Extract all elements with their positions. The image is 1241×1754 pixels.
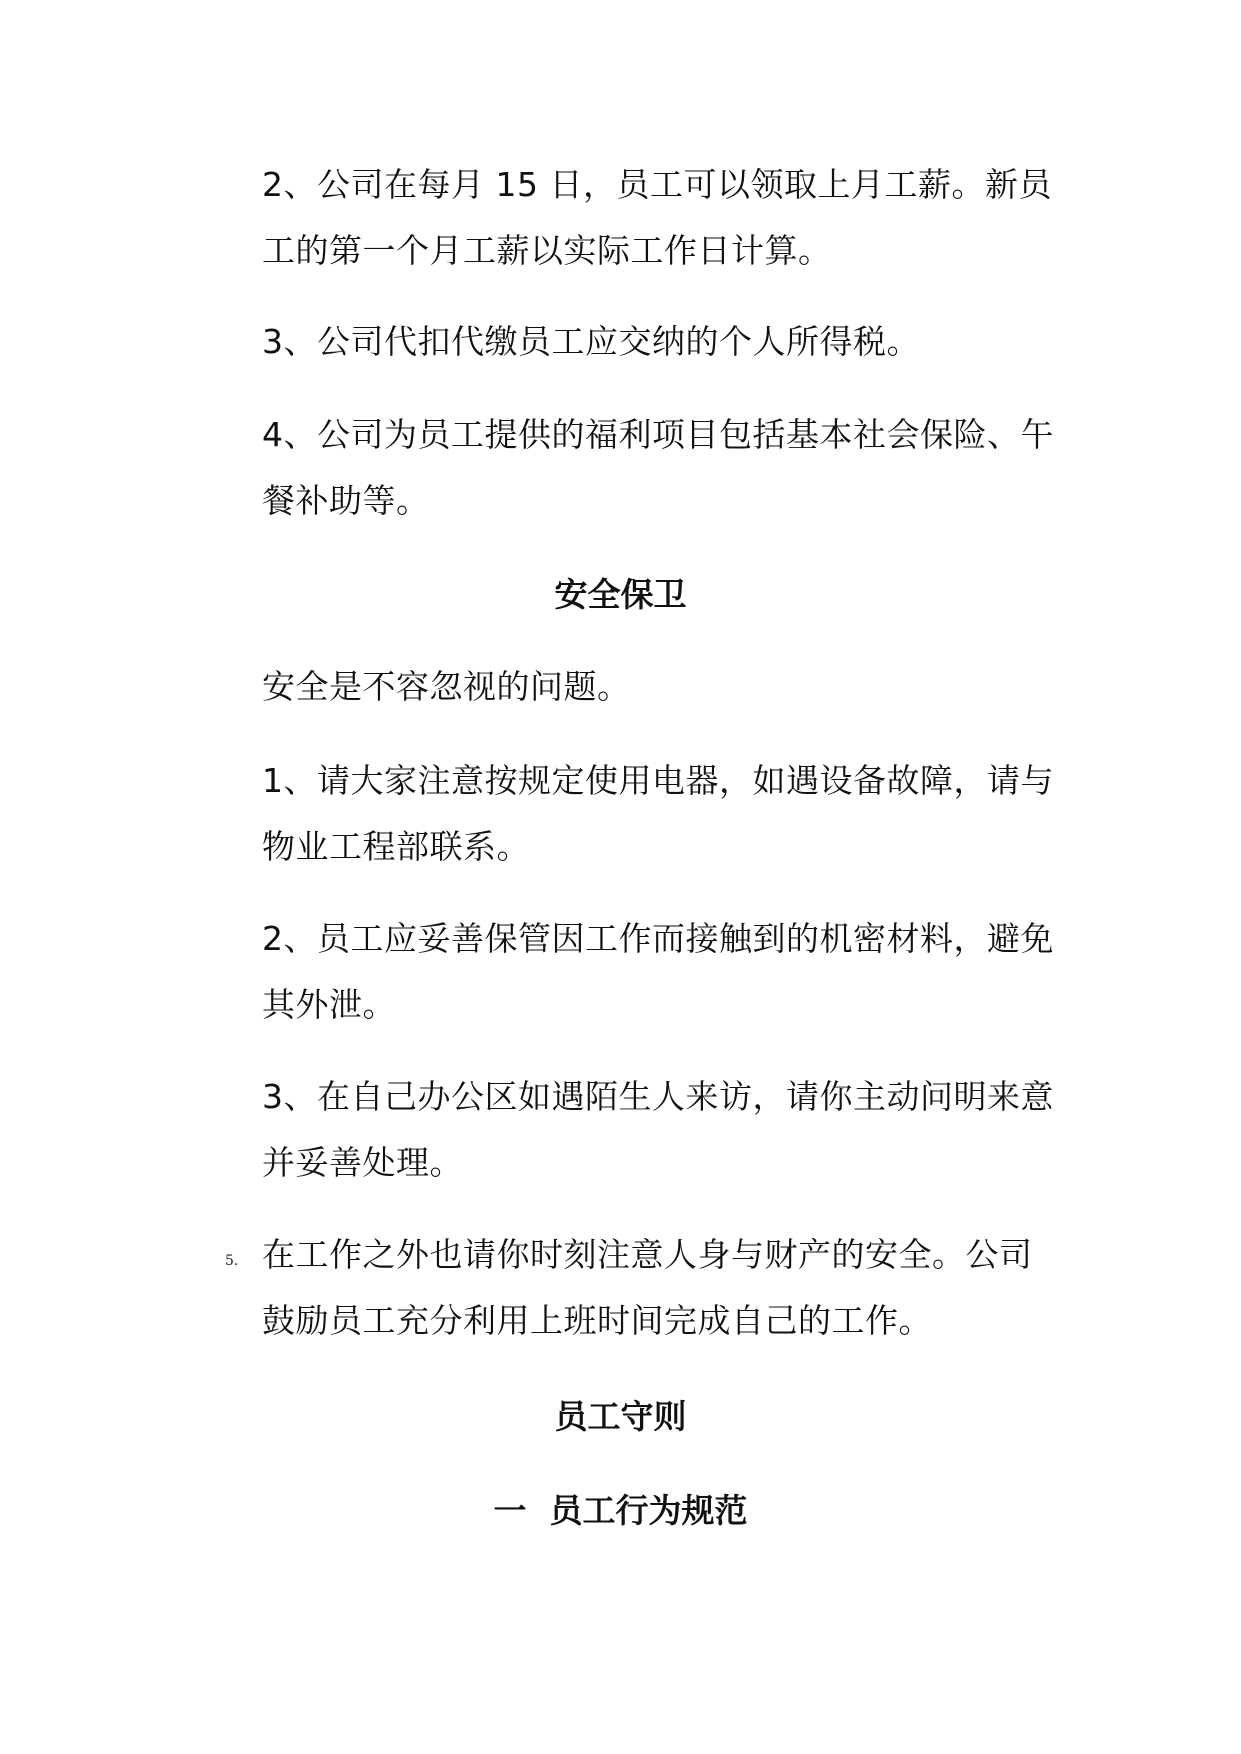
paragraph-salary-date: 2、公司在每月 15 日，员工可以领取上月工薪。新员工的第一个月工薪以实际工作日计算。 (262, 165, 1052, 270)
security-item-3: 3、在自己办公区如遇陌生人来访，请你主动问明来意并妥善处理。 (262, 1077, 1054, 1182)
paragraph-income-tax: 3、公司代扣代缴员工应交纳的个人所得税。 (262, 322, 920, 361)
paragraph-benefits: 4、公司为员工提供的福利项目包括基本社会保险、午餐补助等。 (262, 415, 1054, 520)
section-heading-security: 安全保卫 (554, 575, 687, 614)
security-item-1: 1、请大家注意按规定使用电器，如遇设备故障，请与物业工程部联系。 (262, 761, 1054, 866)
security-item-5: 在工作之外也请你时刻注意人身与财产的安全。公司鼓励员工充分利用上班时间完成自己的工作。 (262, 1235, 1033, 1340)
list-marker-5: 5. (225, 1253, 239, 1269)
section-heading-rules: 员工守则 (554, 1397, 687, 1436)
subsection-heading-conduct: 一 员工行为规范 (493, 1491, 748, 1530)
security-item-2: 2、员工应妥善保管因工作而接触到的机密材料，避免其外泄。 (262, 919, 1054, 1024)
security-intro: 安全是不容忽视的问题。 (262, 667, 631, 706)
